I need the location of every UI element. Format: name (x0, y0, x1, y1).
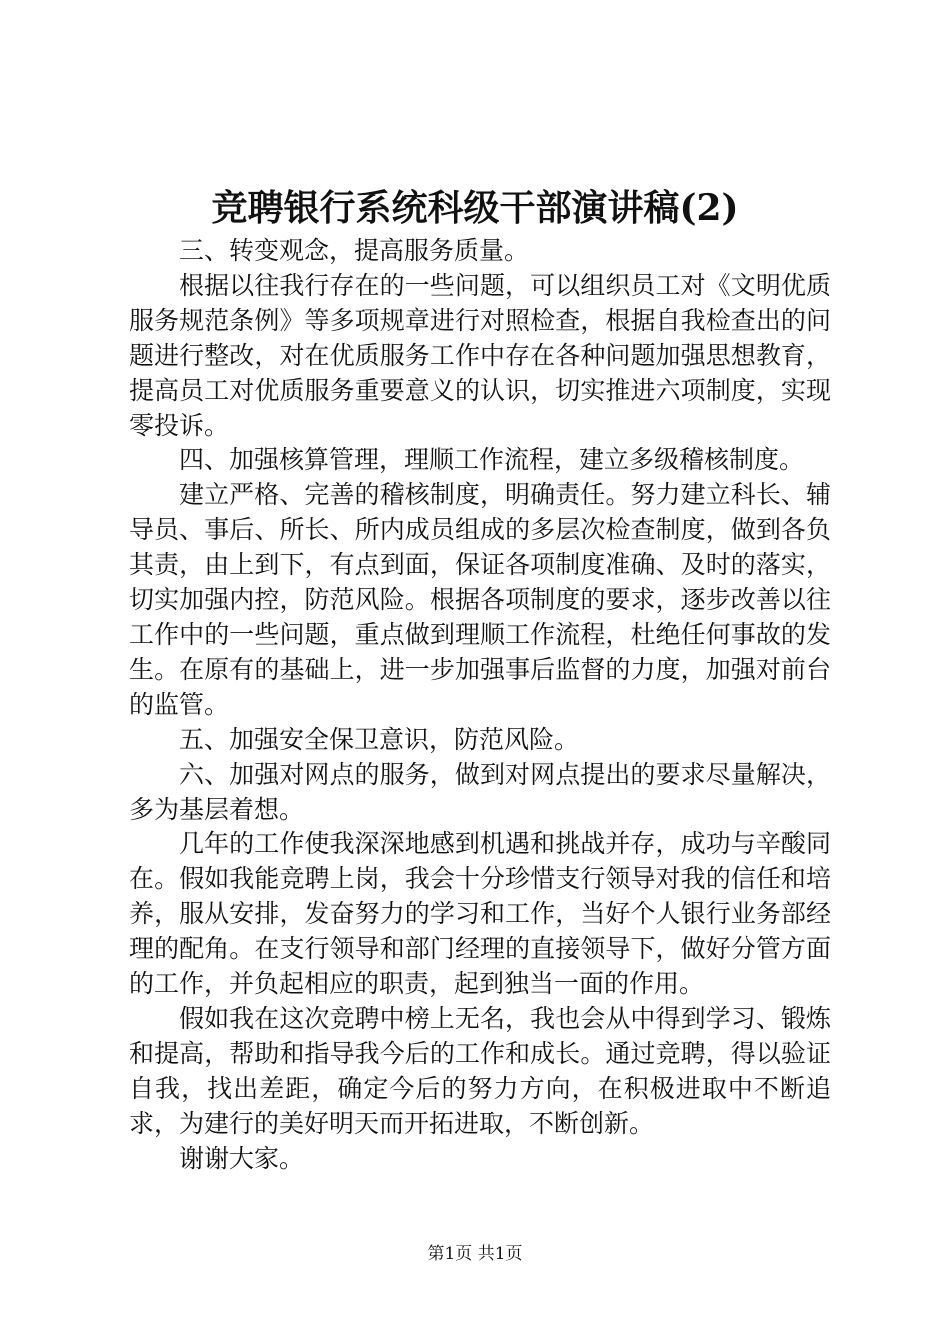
paragraph-service-quality: 根据以往我行存在的一些问题，可以组织员工对《文明优质服务规范条例》等多项规章进行对照检查，根据自我检查出的问题进行整改，对在优质服务工作中存在各种问题加强思想教育，提高员工对优质服务重要意义的认识，切实推进六项制度，实现零投诉。 (129, 270, 831, 440)
paragraph-thanks: 谢谢大家。 (179, 1143, 305, 1173)
paragraph-audit-system: 建立严格、完善的稽核制度，明确责任。努力建立科长、辅导员、事后、所长、所内成员组成的多层次检查制度，做到各负其责，由上到下，有点到面，保证各项制度准确、及时的落实，切实加强内控，防范风险。根据各项制度的要求，逐步改善以往工作中的一些问题，重点做到理顺工作流程，杜绝任何事故的发生。在原有的基础上，进一步加强事后监督的力度，加强对前台的监管。 (129, 480, 831, 719)
document-title: 竞聘银行系统科级干部演讲稿(2) (211, 187, 739, 229)
paragraph-section-4-heading: 四、加强核算管理，理顺工作流程，建立多级稽核制度。 (179, 445, 805, 475)
paragraph-section-5-heading: 五、加强安全保卫意识，防范风险。 (179, 724, 580, 754)
page-footer: 第1页 共1页 (427, 1244, 523, 1264)
paragraph-opportunity: 几年的工作使我深深地感到机遇和挑战并存，成功与辛酸同在。假如我能竞聘上岗，我会十分珍惜支行领导对我的信任和培养，服从安排，发奋努力的学习和工作，当好个人银行业务部经理的配角。在支行领导和部门经理的直接领导下，做好分管方面的工作，并负起相应的职责，起到独当一面的作用。 (129, 829, 831, 999)
paragraph-section-3-heading: 三、转变观念，提高服务质量。 (179, 236, 530, 265)
document-body (129, 234, 831, 1176)
paragraph-if-not-selected: 假如我在这次竞聘中榜上无名，我也会从中得到学习、锻炼和提高，帮助和指导我今后的工作和成长。通过竞聘，得以验证自我，找出差距，确定今后的努力方向，在积极进取中不断追求，为建行的美好明天而开拓进取，不断创新。 (129, 1003, 831, 1138)
paragraph-section-6-heading: 六、加强对网点的服务，做到对网点提出的要求尽量解决，多为基层着想。 (129, 759, 831, 824)
